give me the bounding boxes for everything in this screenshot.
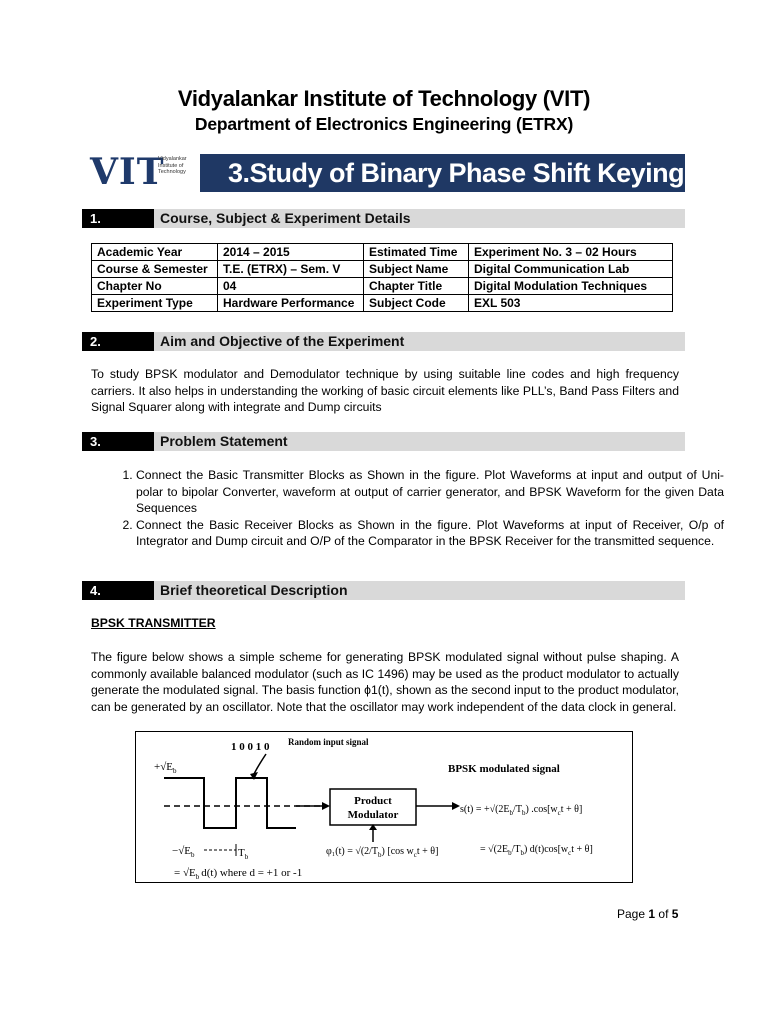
page-total: 5 bbox=[671, 907, 679, 921]
aim-paragraph: To study BPSK modulator and Demodulator technique by using suitable line codes and high frequency carriers. It also helps in understanding the working of basic circuit elements like PLL’s, Band Pass Filters and Signal Squarer along with integrate and Dump circuits bbox=[91, 367, 679, 414]
section-header-4 bbox=[82, 581, 685, 600]
section-title: Aim and Objective of the Experiment bbox=[160, 333, 405, 349]
section-title: Brief theoretical Description bbox=[160, 582, 348, 598]
table-cell: 2014 – 2015 bbox=[218, 244, 364, 261]
vit-logo bbox=[90, 152, 198, 192]
bpsk-paragraph: The figure below shows a simple scheme for generating BPSK modulated signal without pulse shaping. A commonly available balanced modulator (such as IC 1496) may be used as the product modulator to actually generate the modulated signal. The basis function ϕ1(t), shown as the second input to the product modulator, can be generated by an oscillator. Note that the oscillator may work independent of the data clock in general. bbox=[91, 650, 679, 714]
table-cell: Subject Name bbox=[364, 261, 469, 278]
details-table bbox=[91, 243, 673, 312]
bpsk-figure bbox=[135, 731, 633, 883]
minus-eb-label: $-√E_b$ bbox=[172, 845, 195, 859]
input-expression: = $√E_b$ d(t) where d = +1 or -1 bbox=[174, 867, 303, 881]
list-item: 2. Connect the Basic Receiver Blocks as Shown in the figure. Plot Waveforms at input of Receiver, O/p of Integrator and Dump circuit and O/P of the Comparator in the BPSK Receiver for the transmitted sequence. bbox=[136, 517, 724, 550]
tb-label: $T_b$ bbox=[238, 847, 249, 861]
table-cell: Experiment No. 3 – 02 Hours bbox=[469, 244, 673, 261]
st2-expression: = $√(2E_b/T_b) d(t)\cos[w_ct + \theta]$ bbox=[480, 844, 593, 857]
table-cell: Experiment Type bbox=[92, 295, 218, 312]
table-cell: Chapter Title bbox=[364, 278, 469, 295]
table-cell: Academic Year bbox=[92, 244, 218, 261]
list-item: 1. Connect the Basic Transmitter Blocks as Shown in the figure. Plot Waveforms at input and output of Uni-polar to bipolar Converter, waveform at output of carrier generator, and BPSK Waveform for the given Data Sequences bbox=[136, 467, 724, 517]
page-number: 1 bbox=[648, 907, 656, 921]
table-cell: Subject Code bbox=[364, 295, 469, 312]
phi-expression: $\varphi_1(t) = √(2/T_b)$ [cos $w_ct + \theta$] bbox=[326, 846, 439, 859]
table-row bbox=[92, 278, 673, 295]
table-cell: Estimated Time bbox=[364, 244, 469, 261]
bpsk-transmitter-heading: BPSK TRANSMITTER bbox=[91, 616, 216, 630]
page-footer bbox=[617, 907, 678, 921]
table-row bbox=[92, 244, 673, 261]
logo-small-text: Vidyalankar Institute of Technology bbox=[158, 156, 187, 175]
output-arrow-head bbox=[452, 802, 460, 810]
product-label: Product bbox=[354, 795, 392, 807]
table-cell: 04 bbox=[218, 278, 364, 295]
section-title: Problem Statement bbox=[160, 433, 288, 449]
table-row bbox=[92, 295, 673, 312]
bits-label: 1 0 0 1 0 bbox=[231, 741, 270, 753]
bpsk-diagram bbox=[136, 732, 631, 881]
table-cell: Chapter No bbox=[92, 278, 218, 295]
random-input-arrow bbox=[254, 754, 266, 774]
table-cell: EXL 503 bbox=[469, 295, 673, 312]
section-header-1 bbox=[82, 209, 685, 228]
table-row bbox=[92, 261, 673, 278]
institute-title: Vidyalankar Institute of Technology (VIT) bbox=[177, 86, 591, 111]
of-label: of bbox=[658, 907, 669, 921]
table-cell: Hardware Performance bbox=[218, 295, 364, 312]
department-title: Department of Electronics Engineering (ETRX) bbox=[194, 114, 574, 134]
logo-text: VIT bbox=[90, 151, 165, 193]
table-cell: Digital Communication Lab bbox=[469, 261, 673, 278]
table-cell: Course & Semester bbox=[92, 261, 218, 278]
random-input-label: Random input signal bbox=[288, 737, 369, 747]
table-cell: Digital Modulation Techniques bbox=[469, 278, 673, 295]
section-title: Course, Subject & Experiment Details bbox=[160, 210, 411, 226]
st-expression: $s(t) = +√(2E_b/T_b) .\cos[w_ct + \theta]$ bbox=[460, 804, 583, 817]
section-number: 4. bbox=[82, 581, 154, 600]
modulator-label: Modulator bbox=[347, 809, 399, 821]
plus-eb-label: $+√E_b$ bbox=[154, 761, 177, 775]
problem-list bbox=[91, 467, 724, 550]
bpsk-signal-label: BPSK modulated signal bbox=[448, 763, 560, 775]
input-waveform bbox=[164, 778, 296, 828]
experiment-title-banner: 3.Study of Binary Phase Shift Keying bbox=[200, 154, 685, 192]
table-cell: T.E. (ETRX) – Sem. V bbox=[218, 261, 364, 278]
section-header-2 bbox=[82, 332, 685, 351]
section-number: 3. bbox=[82, 432, 154, 451]
page-label: Page bbox=[617, 907, 646, 921]
section-header-3 bbox=[82, 432, 685, 451]
input-arrow-head bbox=[322, 802, 330, 810]
section-number: 1. bbox=[82, 209, 154, 228]
section-number: 2. bbox=[82, 332, 154, 351]
